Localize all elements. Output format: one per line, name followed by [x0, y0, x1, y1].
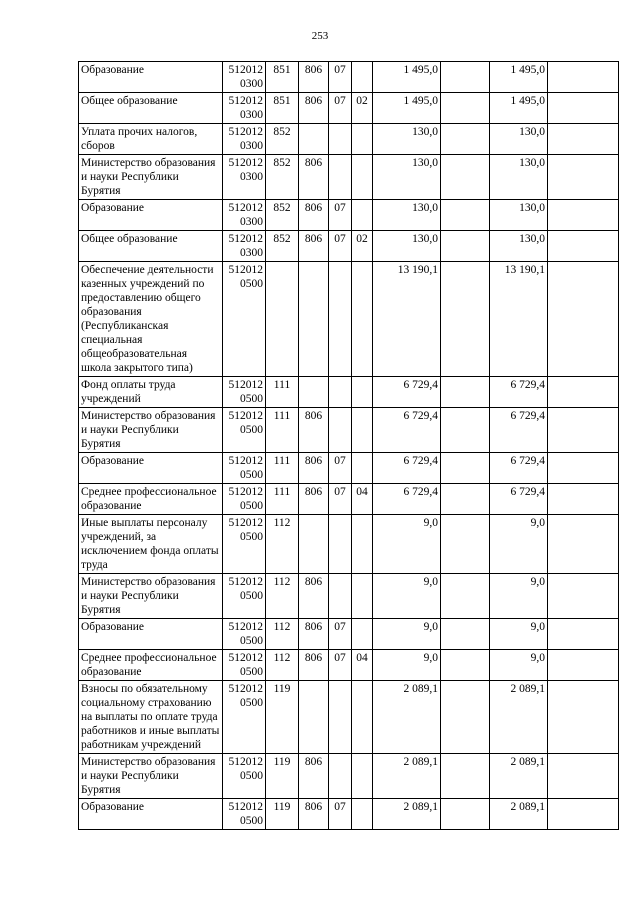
expense-type-code: 119: [266, 681, 299, 754]
section-code: [329, 155, 352, 200]
expense-type-code: [266, 262, 299, 377]
amount-total: 130,0: [490, 155, 548, 200]
table-row: [79, 124, 619, 155]
table-row: [79, 62, 619, 93]
amount-total: 130,0: [490, 231, 548, 262]
subsection-code: 04: [352, 484, 373, 515]
item-name: Министерство образования и науки Республики Бурятия: [79, 155, 223, 200]
section-code: [329, 124, 352, 155]
amount-total: 2 089,1: [490, 754, 548, 799]
expense-type-code: 852: [266, 231, 299, 262]
expense-type-code: 112: [266, 574, 299, 619]
target-article-code-part1: 512012: [228, 233, 263, 245]
target-article-code-part2: 0500: [240, 278, 263, 290]
table-row: [79, 619, 619, 650]
ministry-code: [299, 262, 329, 377]
amount-extra-empty: [548, 619, 619, 650]
amount-primary: 1 495,0: [373, 62, 441, 93]
target-article-code-part1: 512012: [228, 379, 263, 391]
ministry-code: [299, 515, 329, 574]
target-article-code-part2: 0300: [240, 78, 263, 90]
amount-extra-empty: [548, 155, 619, 200]
section-code: [329, 262, 352, 377]
section-code: [329, 408, 352, 453]
subsection-code: [352, 408, 373, 453]
target-article-code: [223, 484, 266, 515]
expense-type-code: 112: [266, 619, 299, 650]
table-row: [79, 754, 619, 799]
ministry-code: 806: [299, 408, 329, 453]
target-article-code: [223, 453, 266, 484]
target-article-code-part1: 512012: [228, 576, 263, 588]
amount-extra-empty: [548, 515, 619, 574]
amount-secondary-empty: [441, 574, 490, 619]
expense-type-code: 851: [266, 93, 299, 124]
amount-primary: 9,0: [373, 515, 441, 574]
target-article-code: [223, 799, 266, 830]
target-article-code: [223, 754, 266, 799]
amount-extra-empty: [548, 574, 619, 619]
target-article-code-part1: 512012: [228, 95, 263, 107]
subsection-code: 02: [352, 231, 373, 262]
section-code: 07: [329, 200, 352, 231]
amount-secondary-empty: [441, 515, 490, 574]
table-row: [79, 200, 619, 231]
amount-total: 2 089,1: [490, 799, 548, 830]
amount-total: 9,0: [490, 574, 548, 619]
table-row: [79, 408, 619, 453]
amount-total: 6 729,4: [490, 453, 548, 484]
subsection-code: 04: [352, 650, 373, 681]
page-number: 253: [311, 30, 329, 42]
section-code: 07: [329, 62, 352, 93]
subsection-code: [352, 574, 373, 619]
target-article-code: [223, 377, 266, 408]
subsection-code: [352, 155, 373, 200]
amount-extra-empty: [548, 754, 619, 799]
table-row: [79, 515, 619, 574]
ministry-code: [299, 377, 329, 408]
amount-total: 6 729,4: [490, 408, 548, 453]
section-code: 07: [329, 650, 352, 681]
target-article-code-part1: 512012: [228, 517, 263, 529]
target-article-code-part2: 0500: [240, 590, 263, 602]
amount-secondary-empty: [441, 754, 490, 799]
amount-secondary-empty: [441, 155, 490, 200]
target-article-code-part1: 512012: [228, 621, 263, 633]
table-row: [79, 484, 619, 515]
expense-type-code: 852: [266, 200, 299, 231]
amount-total: 1 495,0: [490, 62, 548, 93]
item-name: Образование: [79, 62, 223, 93]
target-article-code-part1: 512012: [228, 202, 263, 214]
table-body: [79, 62, 619, 830]
ministry-code: [299, 124, 329, 155]
amount-extra-empty: [548, 262, 619, 377]
target-article-code-part1: 512012: [228, 157, 263, 169]
section-code: 07: [329, 231, 352, 262]
item-name: Общее образование: [79, 231, 223, 262]
expense-type-code: 112: [266, 515, 299, 574]
ministry-code: 806: [299, 619, 329, 650]
target-article-code-part1: 512012: [228, 410, 263, 422]
item-name: Образование: [79, 200, 223, 231]
target-article-code-part1: 512012: [228, 683, 263, 695]
amount-extra-empty: [548, 799, 619, 830]
amount-extra-empty: [548, 62, 619, 93]
amount-total: 2 089,1: [490, 681, 548, 754]
expense-type-code: 111: [266, 408, 299, 453]
item-name: Образование: [79, 619, 223, 650]
table-row: [79, 799, 619, 830]
target-article-code: [223, 62, 266, 93]
expense-type-code: 112: [266, 650, 299, 681]
item-name: Министерство образования и науки Республики Бурятия: [79, 754, 223, 799]
target-article-code-part2: 0300: [240, 140, 263, 152]
subsection-code: [352, 62, 373, 93]
item-name: Иные выплаты персоналу учреждений, за исключением фонда оплаты труда: [79, 515, 223, 574]
target-article-code: [223, 408, 266, 453]
amount-primary: 2 089,1: [373, 681, 441, 754]
amount-secondary-empty: [441, 62, 490, 93]
amount-extra-empty: [548, 377, 619, 408]
subsection-code: [352, 799, 373, 830]
table-row: [79, 453, 619, 484]
amount-secondary-empty: [441, 650, 490, 681]
target-article-code-part1: 512012: [228, 455, 263, 467]
table-row: [79, 231, 619, 262]
amount-extra-empty: [548, 200, 619, 231]
subsection-code: [352, 515, 373, 574]
subsection-code: [352, 124, 373, 155]
target-article-code-part1: 512012: [228, 264, 263, 276]
target-article-code-part2: 0300: [240, 216, 263, 228]
subsection-code: [352, 453, 373, 484]
target-article-code-part2: 0500: [240, 531, 263, 543]
target-article-code-part2: 0500: [240, 424, 263, 436]
section-code: [329, 574, 352, 619]
amount-primary: 6 729,4: [373, 377, 441, 408]
amount-primary: 130,0: [373, 231, 441, 262]
amount-total: 9,0: [490, 650, 548, 681]
amount-primary: 6 729,4: [373, 484, 441, 515]
section-code: [329, 377, 352, 408]
target-article-code-part2: 0500: [240, 815, 263, 827]
target-article-code-part1: 512012: [228, 486, 263, 498]
item-name: Общее образование: [79, 93, 223, 124]
amount-secondary-empty: [441, 619, 490, 650]
amount-primary: 9,0: [373, 619, 441, 650]
target-article-code-part2: 0300: [240, 171, 263, 183]
amount-extra-empty: [548, 408, 619, 453]
amount-total: 6 729,4: [490, 484, 548, 515]
amount-secondary-empty: [441, 262, 490, 377]
subsection-code: [352, 262, 373, 377]
target-article-code-part1: 512012: [228, 126, 263, 138]
table-row: [79, 93, 619, 124]
target-article-code: [223, 515, 266, 574]
target-article-code-part1: 512012: [228, 64, 263, 76]
target-article-code: [223, 124, 266, 155]
ministry-code: 806: [299, 650, 329, 681]
ministry-code: 806: [299, 231, 329, 262]
target-article-code-part2: 0500: [240, 393, 263, 405]
amount-extra-empty: [548, 650, 619, 681]
section-code: [329, 754, 352, 799]
amount-secondary-empty: [441, 681, 490, 754]
subsection-code: [352, 200, 373, 231]
target-article-code: [223, 200, 266, 231]
amount-extra-empty: [548, 453, 619, 484]
amount-extra-empty: [548, 124, 619, 155]
ministry-code: 806: [299, 574, 329, 619]
subsection-code: [352, 619, 373, 650]
target-article-code-part2: 0300: [240, 247, 263, 259]
target-article-code-part2: 0300: [240, 109, 263, 121]
section-code: 07: [329, 453, 352, 484]
target-article-code: [223, 650, 266, 681]
target-article-code: [223, 574, 266, 619]
amount-primary: 130,0: [373, 200, 441, 231]
target-article-code: [223, 155, 266, 200]
expense-type-code: 851: [266, 62, 299, 93]
table-row: [79, 155, 619, 200]
target-article-code-part2: 0500: [240, 635, 263, 647]
section-code: 07: [329, 799, 352, 830]
amount-primary: 1 495,0: [373, 93, 441, 124]
table-row: [79, 650, 619, 681]
amount-primary: 6 729,4: [373, 408, 441, 453]
amount-extra-empty: [548, 681, 619, 754]
ministry-code: 806: [299, 754, 329, 799]
amount-secondary-empty: [441, 453, 490, 484]
amount-extra-empty: [548, 484, 619, 515]
amount-extra-empty: [548, 231, 619, 262]
target-article-code: [223, 231, 266, 262]
item-name: Образование: [79, 799, 223, 830]
target-article-code-part2: 0500: [240, 469, 263, 481]
table-row: [79, 574, 619, 619]
expense-type-code: 119: [266, 799, 299, 830]
item-name: Среднее профессиональное образование: [79, 650, 223, 681]
subsection-code: [352, 681, 373, 754]
amount-secondary-empty: [441, 93, 490, 124]
item-name: Среднее профессиональное образование: [79, 484, 223, 515]
expense-type-code: 111: [266, 484, 299, 515]
amount-secondary-empty: [441, 231, 490, 262]
amount-secondary-empty: [441, 377, 490, 408]
amount-total: 130,0: [490, 200, 548, 231]
amount-secondary-empty: [441, 484, 490, 515]
amount-total: 9,0: [490, 619, 548, 650]
ministry-code: 806: [299, 799, 329, 830]
item-name: Уплата прочих налогов, сборов: [79, 124, 223, 155]
section-code: 07: [329, 93, 352, 124]
item-name: Образование: [79, 453, 223, 484]
expense-type-code: 119: [266, 754, 299, 799]
amount-primary: 9,0: [373, 650, 441, 681]
target-article-code-part2: 0500: [240, 770, 263, 782]
ministry-code: 806: [299, 93, 329, 124]
target-article-code-part2: 0500: [240, 666, 263, 678]
expense-type-code: 852: [266, 124, 299, 155]
target-article-code-part2: 0500: [240, 500, 263, 512]
target-article-code-part1: 512012: [228, 652, 263, 664]
section-code: [329, 515, 352, 574]
target-article-code: [223, 619, 266, 650]
subsection-code: 02: [352, 93, 373, 124]
amount-secondary-empty: [441, 200, 490, 231]
table-row: [79, 377, 619, 408]
amount-primary: 130,0: [373, 155, 441, 200]
target-article-code: [223, 93, 266, 124]
expense-type-code: 111: [266, 453, 299, 484]
item-name: Фонд оплаты труда учреждений: [79, 377, 223, 408]
amount-secondary-empty: [441, 799, 490, 830]
target-article-code: [223, 681, 266, 754]
table-row: [79, 681, 619, 754]
amount-primary: 13 190,1: [373, 262, 441, 377]
subsection-code: [352, 754, 373, 799]
target-article-code-part1: 512012: [228, 801, 263, 813]
amount-total: 1 495,0: [490, 93, 548, 124]
amount-total: 6 729,4: [490, 377, 548, 408]
amount-secondary-empty: [441, 408, 490, 453]
amount-primary: 9,0: [373, 574, 441, 619]
item-name: Обеспечение деятельности казенных учреждений по предоставлению общего образования (Республиканская специальная общеобразовательная школа закрытого типа): [79, 262, 223, 377]
target-article-code-part1: 512012: [228, 756, 263, 768]
ministry-code: 806: [299, 200, 329, 231]
item-name: Взносы по обязательному социальному страхованию на выплаты по оплате труда работников и иные выплаты работникам учреждений: [79, 681, 223, 754]
amount-primary: 2 089,1: [373, 754, 441, 799]
amount-total: 130,0: [490, 124, 548, 155]
item-name: Министерство образования и науки Республики Бурятия: [79, 574, 223, 619]
target-article-code: [223, 262, 266, 377]
expense-type-code: 111: [266, 377, 299, 408]
section-code: 07: [329, 484, 352, 515]
target-article-code-part2: 0500: [240, 697, 263, 709]
section-code: [329, 681, 352, 754]
section-code: 07: [329, 619, 352, 650]
table-row: [79, 262, 619, 377]
amount-extra-empty: [548, 93, 619, 124]
ministry-code: 806: [299, 453, 329, 484]
ministry-code: [299, 681, 329, 754]
amount-secondary-empty: [441, 124, 490, 155]
ministry-code: 806: [299, 155, 329, 200]
amount-primary: 130,0: [373, 124, 441, 155]
subsection-code: [352, 377, 373, 408]
amount-primary: 6 729,4: [373, 453, 441, 484]
item-name: Министерство образования и науки Республики Бурятия: [79, 408, 223, 453]
budget-table: [78, 61, 619, 830]
amount-total: 13 190,1: [490, 262, 548, 377]
ministry-code: 806: [299, 62, 329, 93]
amount-primary: 2 089,1: [373, 799, 441, 830]
ministry-code: 806: [299, 484, 329, 515]
amount-total: 9,0: [490, 515, 548, 574]
expense-type-code: 852: [266, 155, 299, 200]
